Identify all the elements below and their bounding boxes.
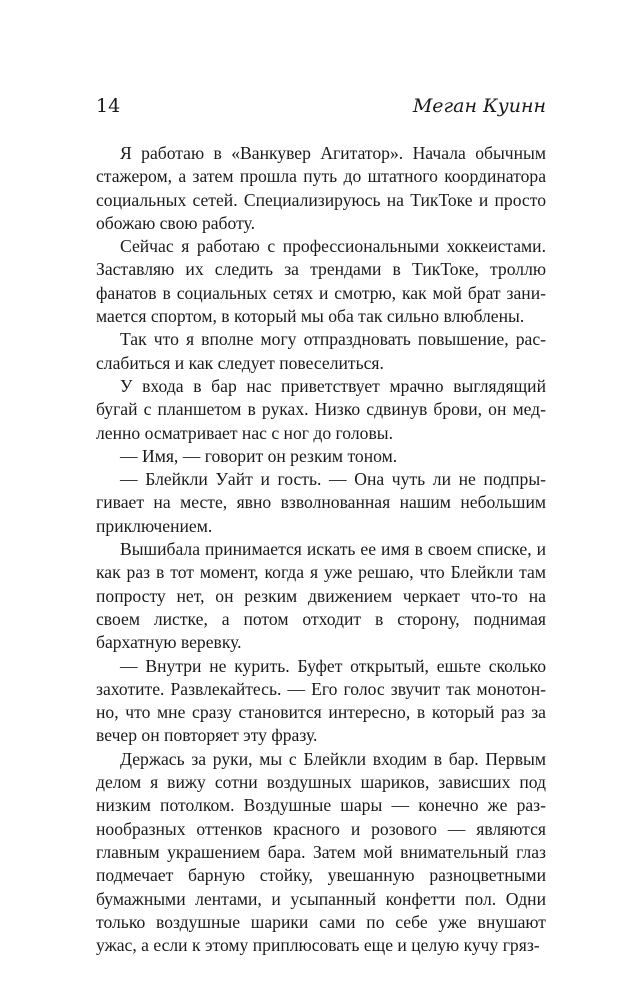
paragraph: — Блейкли Уайт и гость. — Она чуть ли не подпрыгивает на месте, явно взволнованная нашим небольшим приключением. [96,469,546,536]
paragraph: — Внутри не курить. Буфет открытый, ешьте сколько захотите. Развлекайтесь. — Его голос звучит так монотонно, что мне сразу становится интересно, в который раз за вечер он повторяет эту фразу. [96,655,546,746]
paragraph: Вышибала принимается искать ее имя в своем списке, и как раз в тот момент, когда я уже решаю, что Блейкли там попросту нет, он резким движением черкает что-то на своем листке, а потом отходит в сторону, поднимая бархатную веревку. [96,539,546,653]
body-text [96,142,546,957]
paragraph: Я работаю в «Ванкувер Агитатор». Начала обычным стажером, а затем прошла путь до штатного координатора социальных сетей. Специализируюсь на ТикТоке и просто обожаю свою работу. [96,143,546,233]
paragraph: Держась за руки, мы с Блейкли входим в бар. Первым делом я вижу сотни воздушных шариков, зависших под низким потолком. Воздушные шары — конечно же разнообразных оттенков красного и розового — являются главным украшением бара. Затем мой внимательный глаз подмечает барную стойку, увешанную разноцветными бумажными лентами, и усыпанный конфетти пол. Одни только воздушные шарики сами по себе уже внушают ужас, а если к этому приплюсовать еще и целую кучу гряз- [96,748,546,956]
paragraph: — Имя, — говорит он резким тоном. [120,445,398,466]
paragraph: Сейчас я работаю с профессиональными хоккеистами. Заставляю их следить за трендами в ТикТоке, троллю фанатов в социальных сетях и смотрю, как мой брат занимается спортом, в который мы оба так сильно влюблены. [96,236,546,327]
author-name: Меган Куинн [412,95,546,117]
page-number: 14 [96,95,121,117]
paragraph: У входа в бар нас приветствует мрачно выглядящий бугай с планшетом в руках. Низко сдвинув брови, он медленно осматривает нас с ног до головы. [96,375,546,443]
running-head [96,94,546,118]
paragraph: Так что я вполне могу отпраздновать повышение, расслабиться и как следует повеселиться. [96,329,546,373]
